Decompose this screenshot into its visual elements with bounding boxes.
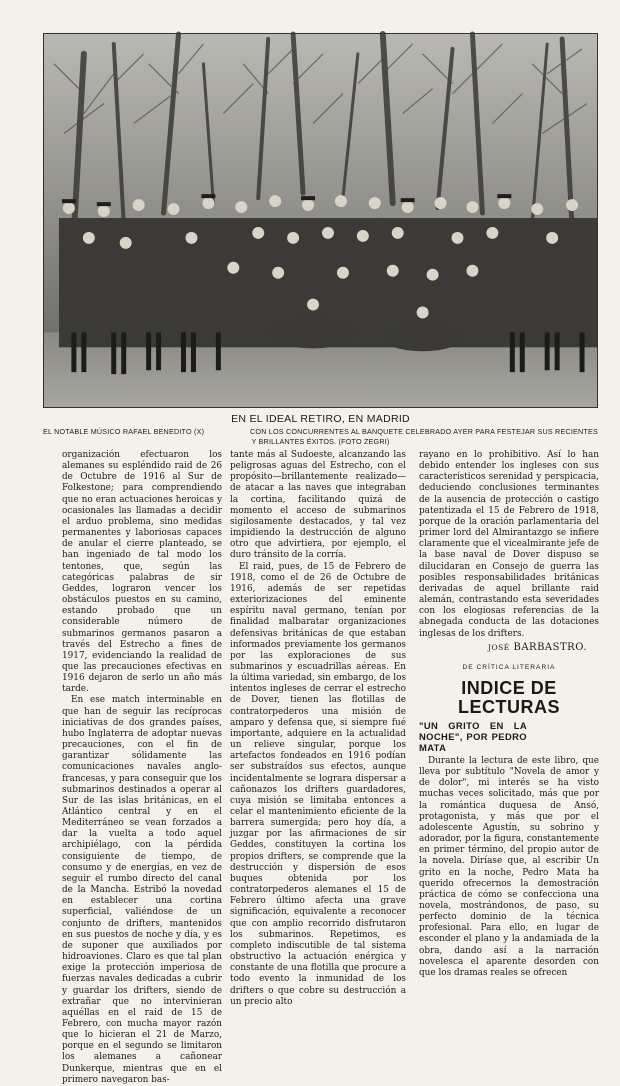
paragraph: Durante la lectura de este libro, que lleva por subtítulo "Novela de amor y de dolor", mi interés se ha visto muchas veces solicitado, más que por la romántica duquesa de Ansó, protagonista, y más que por el adolescente Agustín, su sobrino y adorador, por la figura, constantemente en primer término, del propio autor de la novela. Diríase que, al escribir Un grito en la noche, Pedro Mata ha querido ofrecernos la demostración práctica de cómo se confecciona una novela, mostrándonos, de paso, su perfecto dominio de la técnica profesional. Para ello, en lugar de esconder el plano y la andamiada de la obra, dando así a la narración novelesca el aparente desorden con que los dramas reales se ofrecen	[419, 755, 599, 978]
article-subhead: "UN GRITO EN LA NOCHE", POR PEDRO MATA	[419, 719, 527, 753]
signature-first-name: JOSÉ	[488, 642, 510, 652]
photo-caption	[43, 413, 598, 446]
paragraph: organización efectuaron los alemanes su espléndido raid de 26 de Octubre de 1916 al Sur de Folkestone; para comprendiendo que no eran actuaciones heroicas y ocasionales las llamadas a decidir el arduo problema, sino medidas permanentes y laboriosas capaces de anular el cierre planteado, se han ingeniado de tal modo los tentones, que, según las categóricas palabras de sir Geddes, lograron vencer los obstáculos puestos en su camino, estando probado que un considerable número de submarinos germanos pasaron a través del Estrecho a fines de 1917, evidenciando la realidad de que las precauciones efectivas en 1916 dejaron de serlo un año más tarde.	[62, 450, 222, 695]
article-column-3	[419, 450, 599, 979]
paragraph: tante más al Sudoeste, alcanzando las peligrosas aguas del Estrecho, con el propósito—brillantemente realizado—de atacar a las naves que integraban la cortina, facilitando quizá de momento el acceso de submarinos sigilosamente destacados, y tal vez impidiendo la destrucción de alguno otro que advirtiera, por ejemplo, el duro tránsito de la corría.	[230, 450, 406, 561]
paragraph: rayano en lo prohibitivo. Así lo han debido entender los ingleses con sus característicos serenidad y perspicacia, deduciendo conclusiones terminantes de la ausencia de protección o castigo patentizada el 15 de Febrero de 1918, porque de la oración parlamentaria del primer lord del Almirantazgo se infiere claramente que el vicealmirante jefe de la base naval de Dover dispuso se dilucidaran en Consejo de guerra las posibles responsabilidades británicas derivadas de aquel brillante raid alemán, contrastando esta severidades con los elogiosas referencias de la abnegada conducta de las dotaciones inglesas de los drifters.	[419, 450, 599, 639]
article-headline: INDICE DE LECTURAS	[458, 677, 560, 717]
article-column-1	[62, 450, 222, 1086]
author-signature	[419, 642, 587, 653]
photo-illustration	[44, 34, 597, 407]
caption-line-3: Y BRILLANTES ÉXITOS. (FOTO ZEGRI)	[251, 437, 390, 446]
article-column-2	[230, 450, 406, 1008]
signature-surname: BARBASTRO.	[513, 641, 587, 653]
section-label: DE CRÍTICA LITERARIA	[462, 663, 556, 671]
caption-left: EL NOTABLE MÚSICO RAFAEL BENEDITO (X)	[43, 427, 205, 436]
caption-line-2	[43, 427, 598, 436]
paragraph: En ese match interminable en que han de seguir las recíprocas iniciativas de dos grandes países, hubo Inglaterra de adoptar nuevas precauciones, con el fin de garantizar sólidamente las comunicaciones navales anglo-francesas, y para conseguir que los submarinos destinados a operar al Sur de las islas británicas, en el Atlántico central y en el Mediterráneo se vean forzados a dar la vuelta a todo aquel archipiélago, con la pérdida consiguiente de tiempo, de consumo y de energías, en vez de seguir el rumbo directo del canal de la Mancha. Estribó la novedad en establecer una cortina superficial, valiéndose de un conjunto de drifters, mantenidos en sus puestos de noche y día, y es de suponer que auxiliados por hidroaviones. Claro es que tal plan exige la protección imperiosa de fuerzas navales dedicadas a cubrir y guardar los drifters, siendo de extrañar que no intervinieran aquéllas en el raid de 15 de Febrero, con mucha mayor razón que lo hicieran el 21 de Marzo, porque en el segundo se limitaron los alemanes a cañonear Dunkerque, mientras que en el primero navegaron bas-	[62, 695, 222, 1085]
group-photograph	[43, 33, 598, 408]
paragraph: El raid, pues, de 15 de Febrero de 1918, como el de 26 de Octubre de 1916, además de ser repetidas exteriorizaciones del eminente espíritu naval germano, tenían por finalidad malbaratar organizaciones defensivas británicas de que estaban informados previamente los germanos por las exploraciones de sus submarinos y escuadrillas aéreas. En la última variedad, sin embargo, de los intentos ingleses de cerrar el estrecho de Dover, tienen las flotillas de contratorpederos una misión de amparo y defensa que, si siempre fué importante, adquiere en la actualidad un relieve singular, porque los artefactos fondeados en 1916 podían ser substraídos sus efectos, aunque incidentalmente se lograra dispersar a cañonazos los drifters guardadores, cuya misión se limitaba entonces a celar el mantenimiento eficiente de la barrera sumergida; pero hoy día, a juzgar por las afirmaciones de sir Geddes, constituyen la cortina los propios drifters, se comprende que la destrucción y dispersión de esos buques obtenida por los contratorpederos alemanes el 15 de Febrero último afecta una grave significación, equivalente a reconocer que con amplio recorrido disfrutaron los submarinos. Repetimos, es completo indiscutible de tal sistema obstructivo la actuación enérgica y constante de una flotilla que procure a todo evento la inmunidad de los drifters o que cobre su destrucción a un precio alto	[230, 561, 406, 1007]
caption-right: CON LOS CONCURRENTES AL BANQUETE CELEBRADO AYER PARA FESTEJAR SUS RECIENTES	[250, 427, 598, 436]
caption-title: EN EL IDEAL RETIRO, EN MADRID	[231, 413, 410, 425]
